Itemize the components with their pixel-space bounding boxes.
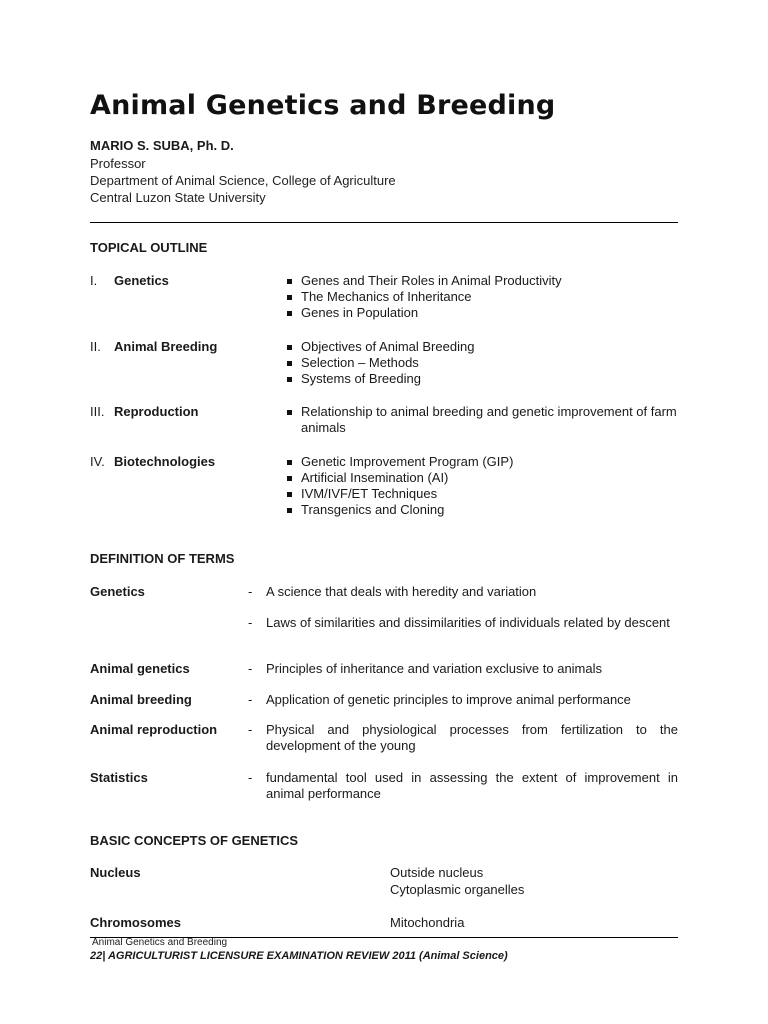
outline-bullet: IVM/IVF/ET Techniques xyxy=(285,486,681,502)
document-title: Animal Genetics and Breeding xyxy=(90,90,556,121)
term-dash: - xyxy=(248,692,253,707)
basic-concepts-heading: BASIC CONCEPTS OF GENETICS xyxy=(90,833,299,848)
outline-number: II. xyxy=(90,339,101,354)
author-university: Central Luzon State University xyxy=(90,190,266,205)
outline-bullet: Genetic Improvement Program (GIP) xyxy=(285,454,681,470)
outline-bullet-list xyxy=(285,273,681,321)
concept-left: Chromosomes xyxy=(90,915,182,930)
footer-running-title: Animal Genetics and Breeding xyxy=(92,937,228,948)
outline-bullet: Systems of Breeding xyxy=(285,371,681,387)
footer-page-line: 22| AGRICULTURIST LICENSURE EXAMINATION REVIEW 2011 (Animal Science) xyxy=(90,950,508,962)
author-name: MARIO S. SUBA, Ph. D. xyxy=(90,138,234,153)
outline-topic: Reproduction xyxy=(114,404,199,419)
term-dash: - xyxy=(248,661,253,676)
concept-right: Outside nucleus xyxy=(390,865,484,880)
outline-number: IV. xyxy=(90,454,105,469)
term-definition: A science that deals with heredity and variation xyxy=(266,584,537,599)
outline-bullet: Genes and Their Roles in Animal Productivity xyxy=(285,273,681,289)
term-label: Animal reproduction xyxy=(90,722,218,737)
concept-right: Mitochondria xyxy=(390,915,465,930)
outline-topic: Animal Breeding xyxy=(114,339,218,354)
outline-bullet: Selection – Methods xyxy=(285,355,681,371)
term-definition: Physical and physiological processes from fertilization to the development of the young xyxy=(266,722,678,753)
term-dash: - xyxy=(248,770,253,785)
outline-bullet-list xyxy=(285,404,681,436)
outline-bullet: Artificial Insemination (AI) xyxy=(285,470,681,486)
term-label: Statistics xyxy=(90,770,148,785)
outline-bullet: Relationship to animal breeding and genetic improvement of farm animals xyxy=(285,404,681,436)
term-definition: fundamental tool used in assessing the extent of improvement in animal performance xyxy=(266,770,678,801)
term-label: Animal breeding xyxy=(90,692,192,707)
term-dash: - xyxy=(248,584,253,599)
outline-topic: Biotechnologies xyxy=(114,454,216,469)
term-definition: Laws of similarities and dissimilarities of individuals related by descent xyxy=(266,615,670,630)
outline-bullet: Objectives of Animal Breeding xyxy=(285,339,681,355)
outline-bullet-list xyxy=(285,454,681,518)
author-position: Professor xyxy=(90,156,146,171)
concept-left: Nucleus xyxy=(90,865,141,880)
outline-number: I. xyxy=(90,273,98,288)
topical-outline-heading: TOPICAL OUTLINE xyxy=(90,240,208,255)
outline-bullet: The Mechanics of Inheritance xyxy=(285,289,681,305)
concept-right: Cytoplasmic organelles xyxy=(390,882,525,897)
term-label: Animal genetics xyxy=(90,661,190,676)
outline-bullet-list xyxy=(285,339,681,387)
term-definition: Principles of inheritance and variation exclusive to animals xyxy=(266,661,603,676)
outline-bullet: Genes in Population xyxy=(285,305,681,321)
term-label: Genetics xyxy=(90,584,145,599)
outline-topic: Genetics xyxy=(114,273,169,288)
term-definition: Application of genetic principles to improve animal performance xyxy=(266,692,631,707)
outline-bullet: Transgenics and Cloning xyxy=(285,502,681,518)
header-divider xyxy=(90,222,678,223)
definition-heading: DEFINITION OF TERMS xyxy=(90,551,235,566)
term-dash: - xyxy=(248,615,253,630)
outline-number: III. xyxy=(90,404,105,419)
author-department: Department of Animal Science, College of Agriculture xyxy=(90,173,396,188)
term-dash: - xyxy=(248,722,253,737)
